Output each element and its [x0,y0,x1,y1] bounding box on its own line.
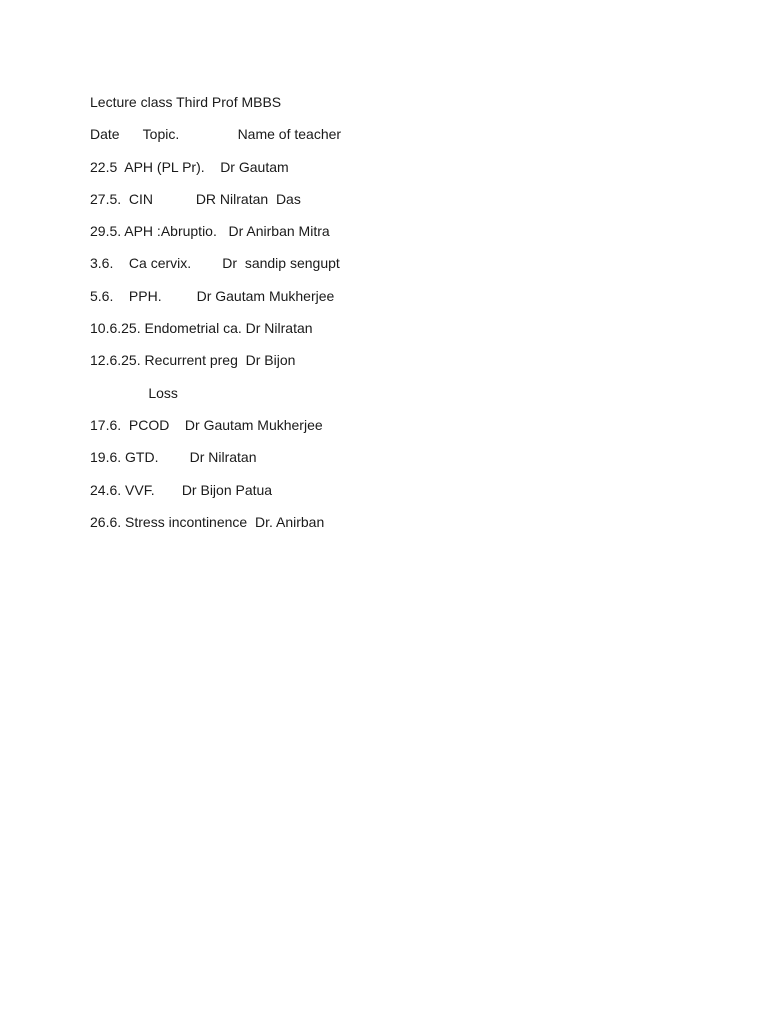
schedule-line: 19.6. GTD. Dr Nilratan [90,449,257,466]
schedule-line: 22.5 APH (PL Pr). Dr Gautam [90,158,289,175]
document-title: Lecture class Third Prof MBBS [90,94,282,110]
schedule-line: 27.5. CIN DR Nilratan Das [90,190,301,207]
schedule-line: 24.6. VVF. Dr Bijon Patua [90,481,273,498]
schedule-line: 12.6.25. Recurrent preg Dr Bijon [90,352,296,369]
schedule-line: 29.5. APH :Abruptio. Dr Anirban Mitra [90,223,330,240]
schedule-line: 26.6. Stress incontinence Dr. Anirban [90,513,325,530]
schedule-line: 17.6. PCOD Dr Gautam Mukherjee [90,416,323,433]
column-header-line: Date Topic. Name of teacher [90,126,342,143]
schedule-line: 5.6. PPH. Dr Gautam Mukherjee [90,287,335,304]
schedule-line: 3.6. Ca cervix. Dr sandip sengupt [90,255,340,272]
document-body [90,92,690,544]
schedule-line-continuation: Loss [90,384,178,401]
schedule-line: 10.6.25. Endometrial ca. Dr Nilratan [90,320,313,337]
